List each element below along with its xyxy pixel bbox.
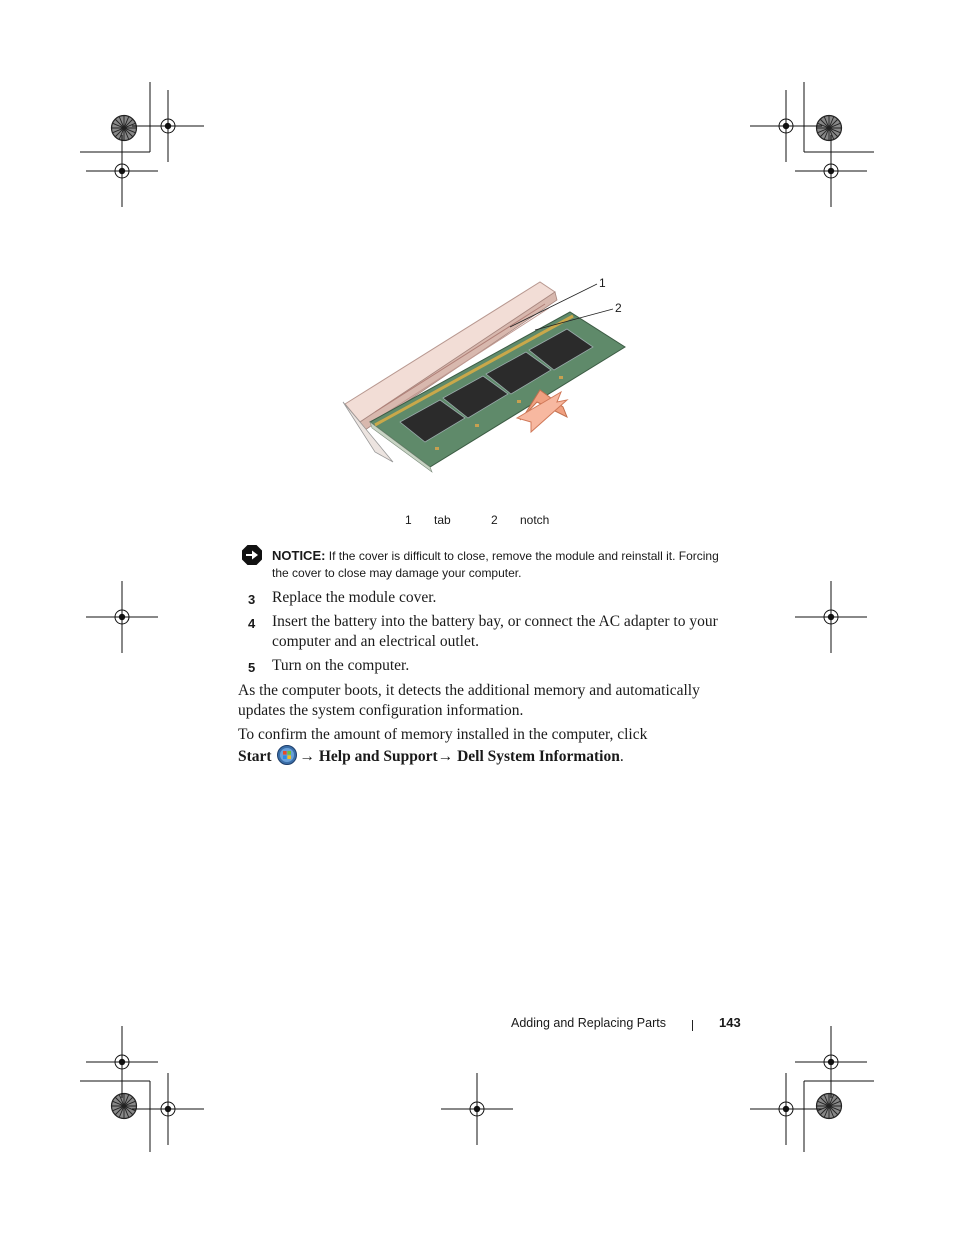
- legend-num-1: 1: [405, 513, 412, 527]
- confirm-paragraph: To confirm the amount of memory installed in the computer, click Start → Help and Support→ Dell System Information.: [238, 726, 648, 765]
- footer-divider: [692, 1020, 693, 1031]
- start-label: Start: [238, 747, 272, 765]
- footer-section-title: Adding and Replacing Parts: [511, 1016, 666, 1030]
- callout-number-2: 2: [615, 301, 622, 315]
- boot-paragraph: As the computer boots, it detects the additional memory and automatically updates the system configuration information.: [238, 682, 700, 719]
- legend-label-notch: notch: [520, 513, 550, 527]
- period: .: [619, 747, 624, 765]
- step-number: 5: [248, 660, 256, 675]
- windows-start-icon: [276, 745, 298, 765]
- callout-number-1: 1: [599, 276, 606, 290]
- notice-line1: If the cover is difficult to close, remove the module and reinstall it. Forcing: [328, 549, 719, 563]
- step-number: 3: [248, 592, 256, 607]
- step-text: Insert the battery into the battery bay, or connect the AC adapter to your computer and an electrical outlet.: [272, 613, 718, 650]
- notice-icon: [241, 544, 263, 566]
- notice-text: [272, 547, 752, 582]
- notice-label: NOTICE:: [272, 548, 326, 563]
- help-and-support-label: Help and Support: [318, 747, 438, 765]
- page-number: 143: [719, 1015, 741, 1030]
- arrow-2: →: [437, 747, 454, 765]
- dell-system-information-label: Dell System Information: [457, 747, 620, 765]
- legend-num-2: 2: [491, 513, 498, 527]
- step-text: Turn on the computer.: [272, 657, 410, 674]
- legend-label-tab: tab: [434, 513, 451, 527]
- notice-line2: the cover to close may damage your computer.: [272, 566, 522, 580]
- step-text: Replace the module cover.: [272, 589, 437, 606]
- arrow-1: →: [299, 747, 315, 765]
- step-number: 4: [248, 616, 256, 631]
